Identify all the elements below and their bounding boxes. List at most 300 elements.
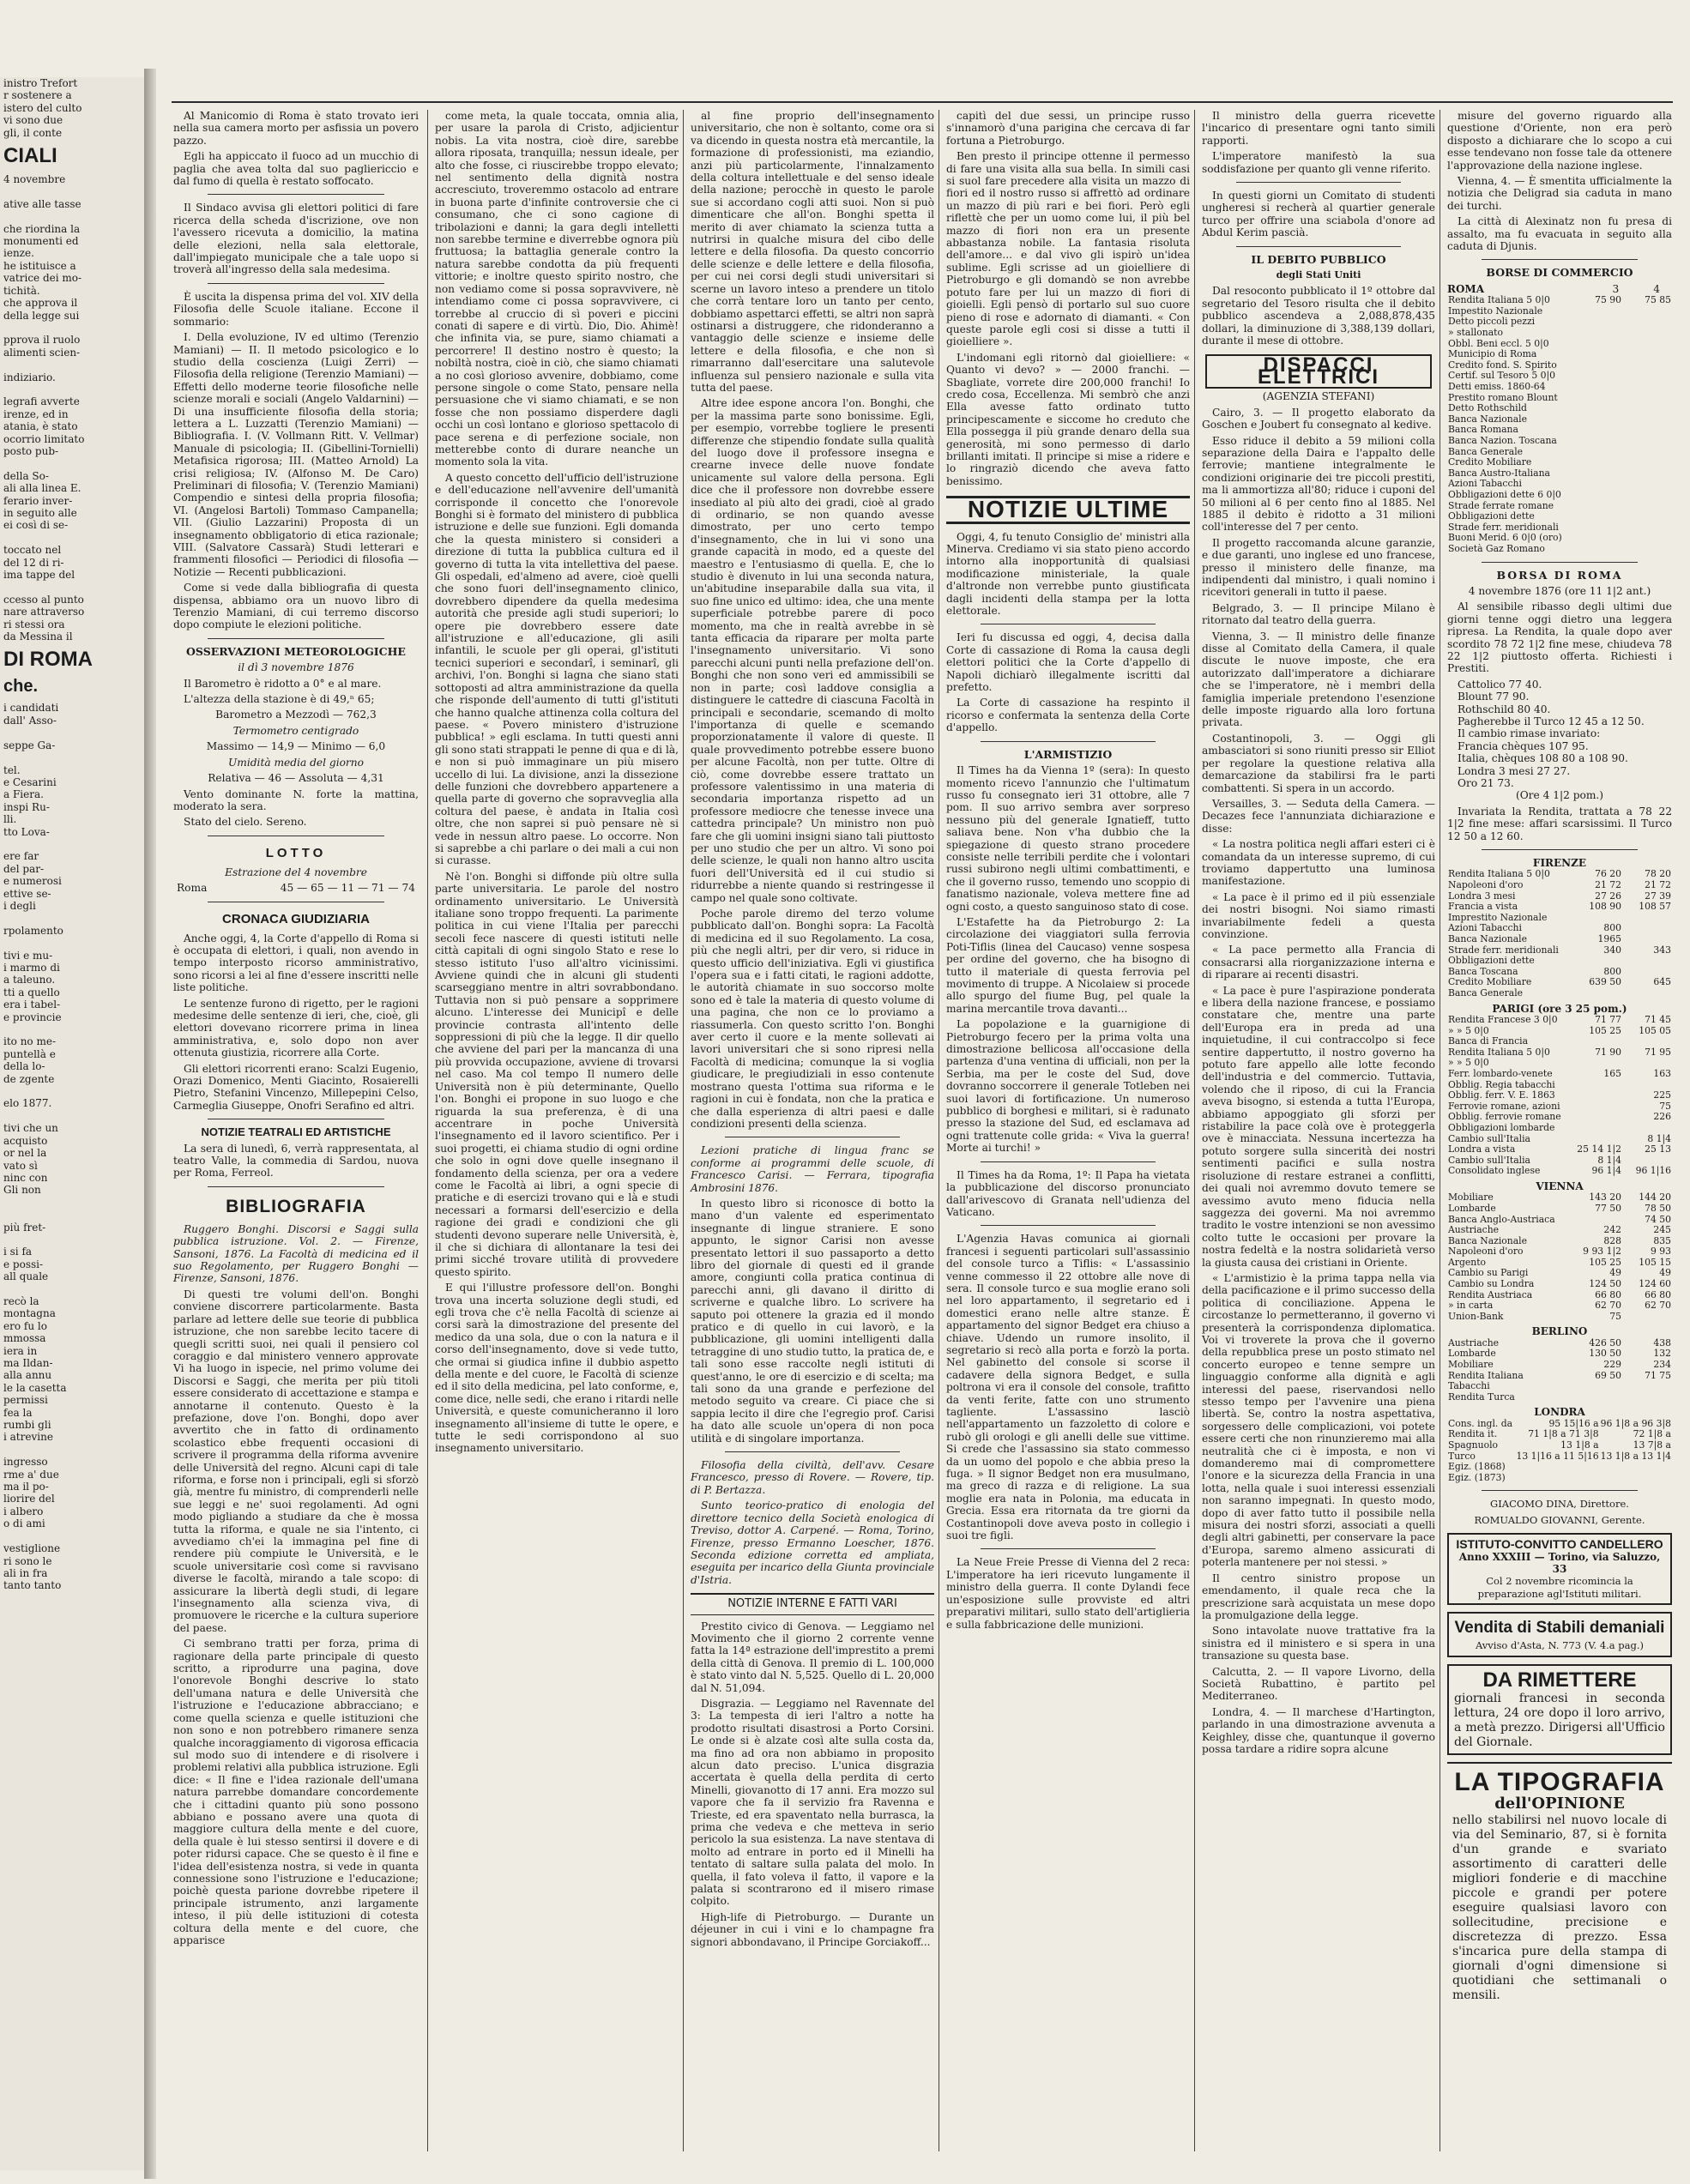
quote-name: Rendita Turca [1448,1391,1515,1403]
binding-text-line: he istituisce a [3,259,76,272]
article-paragraph: La popolazione e la guarnigione di Pietroburgo fecero per la prima volta una dimostrazione bellicosa all'occasione della partenza d'una ventina di ufficiali, non per la Serbia, ma per le coste del Sud, dove dovranno soccorrere il generale Totleben nei suoi lavori di fortificazione. Un numeroso pubblico di borghesi e militari, si è radunato presso la stazione del Sud, ed esclamava ad ogni trattenute colle grida: « Viva la guerra! Morte ai turchi! » [946,1018,1190,1155]
quote-name: Certif. sul Tesoro 5 0|0 [1448,371,1556,382]
binding-text-line [0,532,144,544]
teatri-heading: NOTIZIE TEATRALI ED ARTISTICHE [201,1125,391,1139]
borsa-list-item: Il cambio rimase invariato: [1458,727,1601,740]
article-paragraph: Altre idee espone ancora l'on. Bonghi, che per la massima parte sono bonissime. Egli, per esempio, vorrebbe togliere le presenti differenze che stipendio fondate sulla qualità del luogo dove il professore insegna e crearne invece delle nuove fondate unicamente sul valore della persona. Egli dice che il professore non dovrebbe essere insediato al più alto dei gradi, cioè al grado di ordinario, se non quando avesse dimostrato, per uno certo tempo d'insegnamento, che in lui vi sono una grande capacità in modo, ed a queste del maestro e l'entusiasmo di quella. E, che lo studio è divenuto in lui una seconda natura, un'abitudine inseparabile dalla sua vita, il suo fine unico ed ultimo: idea, che una mente superficiale potrebbe parere di poco momento, ma che in realtà avrebbe in sè tanta efficacia da riparare per molta parte l'insegnamento universitario. Vi sono parecchi alcuni punti nella prefazione dell'on. Bonghi che non sono veri ed ammissibili se non in parte; così laddove consiglia a distinguere le cattedre di ciascuna Facoltà in principali e secondarie, scemando di molto l'importanza di quelle e scemando proporzionatamente il valore di queste. Il quale provvedimento potrebbe essere buono per alcune Facoltà, non per tutte. Oltre di ciò, come dovrebbe essere trattato un professore valentissimo in una materia di secondaria importanza rispetto ad un professore mediocre che tenesse invece una cattedra principale? Un ministro non può fare che gli uomini insigni siano tali piuttosto per uno studio che per un altro. Vi sono poi delle scienze, le quali non hanno altro uscita fuori dell'Università ed il cui studio si ridurrebbe a niente quando si restringesse il campo nel quale sono coltivate. [691,397,934,904]
quote-value: 95 15|16 a [1548,1418,1599,1429]
firenze-table [1447,869,1672,998]
quote-value [1572,468,1622,480]
quote-value [1572,1392,1622,1403]
quote-value [1600,1473,1672,1484]
cronaca-heading: CRONACA GIUDIZIARIA [222,911,370,926]
ad-tipografia-opinione [1447,1762,1672,2006]
binding-text-line: tel. [3,763,21,776]
quote-value: 225 [1653,1090,1671,1101]
quote-value [1622,956,1672,967]
binding-text-line: puntellà e [3,1047,56,1060]
quote-value: 21 72 [1645,880,1671,891]
quote-name: Francia a vista [1448,902,1518,913]
quote-value [1572,490,1622,501]
article-paragraph: Ieri fu discussa ed oggi, 4, decisa dalla Corte di cassazione di Roma la causa degli elettori politici che la Corte d'appello di Napoli dichiarò illegalmente iscritti dal prefetto. [946,631,1190,694]
binding-text-line: i candidati [3,702,59,715]
quote-name: Napoleoni d'oro [1448,1246,1524,1258]
quote-value: 130 50 [1589,1348,1621,1360]
binding-text-line: Gli non [3,1184,41,1197]
divider [981,741,1156,742]
quote-value: 72 1|8 a [1633,1429,1671,1440]
quote-value [1622,479,1672,490]
quote-value: 71 95 [1645,1047,1671,1058]
meteo-line: Termometro centigrado [232,724,359,737]
quote-value: 96 1|4 [1591,1166,1621,1177]
binding-text-line: iera in [3,1344,38,1357]
binding-heading-che: che. [3,677,39,697]
divider [981,1225,1156,1226]
article-paragraph: La sera di lunedì, 6, verrà rappresentata, al teatro Valle, la commedia di Sardou, nuova per Roma, Ferreol. [173,1142,419,1179]
quote-value [1572,479,1622,490]
quote-value: 340 [1603,944,1621,956]
quote-value [1622,544,1672,555]
quote-value [1572,425,1622,436]
binding-text-line: 4 novembre [3,173,66,186]
quote-name: Union-Bank [1448,1311,1504,1322]
quote-value: 1965 [1597,934,1621,945]
quote-row [1447,371,1672,382]
quote-name: Cambio sull'Italia [1448,1133,1530,1144]
quote-value [1572,522,1622,534]
divider [1236,246,1401,247]
quote-value: 96 1|16 [1635,1166,1671,1177]
page-columns [172,101,1673,2162]
quote-value: 639 50 [1589,977,1621,988]
binding-text-line: tivi che un [3,1122,58,1135]
binding-text-line: ative alle tasse [3,197,81,210]
quote-row [1447,923,1672,934]
meteo-line: L'altezza della stazione è di 49,ⁿ 65; [184,693,375,706]
dispatch: Esso riduce il debito a 59 milioni colla separazione della Daira e l'appalto delle ferrovie; mantiene integralmente le condizioni originarie dei tre piccoli prestiti, ma li ammortizza all'80; riduce i cuponi del 50 milioni al 6 per cento fino al 1885. Nel 1885 il debito è ridotto a 31 milioni coll'interesse del 7 per cento. [1202,434,1435,534]
binding-text-line [0,1023,144,1035]
quote-row [1447,393,1672,404]
quote-value: 9 93 [1650,1246,1671,1258]
quote-name: Rendita Italiana [1448,1370,1524,1381]
quote-value [1572,393,1622,404]
quote-name: Banca Nazionale [1448,413,1528,425]
quote-name: » in carta [1448,1300,1494,1312]
quote-row [1447,1300,1672,1312]
quote-row [1447,956,1672,967]
binding-text-line [0,1209,144,1221]
quote-name: Banca Nazionale [1448,1235,1528,1246]
binding-text-line: posto pub- [3,444,59,457]
quote-name: Austriache [1448,1225,1500,1236]
binding-text-line: i si fa [3,1246,33,1258]
quote-row [1447,349,1672,360]
quote-value [1572,317,1622,328]
quote-value [1572,1123,1622,1134]
article-paragraph: Al Manicomio di Roma è stato trovato ieri nella sua camera morto per asfissia un povero pazzo. [173,110,419,147]
quote-value [1572,436,1622,447]
article-paragraph: Poche parole diremo del terzo volume pubblicato dall'on. Bonghi sopra: La Facoltà di medicina ed il suo Regolamento. La cosa, più che negli altri, per dir vero, si riduce in questo ufficio dell'iniziativa. Egli vi giustifica l'opera sua e i fatti citati, le ragioni addotte, le autorità chiamate in suo soccorso molte sono ed è tale la materia di questo volume di una pagina, che non ce lo proviamo a riassumerla. Con questo scritto l'on. Bonghi aver certo il cuore e la mente sollevati ai lavori universitari che si sono ripresi nella Facoltà di medicina; comunque la si voglia giudicare, le pregiudiziali in esso contenute mostrano questa l'ottima sua riforma e le ragioni in cui è fondata, non che la pratica e che dalla esperienza di altri paesi e dalle condizioni presenti della scienza. [691,908,934,1130]
quote-value [1622,1312,1672,1323]
quote-value: 124 50 [1589,1279,1621,1290]
quote-name: Lombarde [1448,1203,1496,1214]
article-paragraph: La Neue Freie Presse di Vienna del 2 reca: L'imperatore ha ieri ricevuto lungamente il ministro della guerra. Il conte Dylandi fece un'esposizione sulle provviste ed altri preparativi militari, sullo stato dell'artiglieria e sulla fabbricazione delle munizioni. [946,1556,1190,1631]
quote-name: » » 5 0|0 [1448,1025,1489,1036]
binding-text-line [0,457,144,469]
quote-row [1447,977,1672,988]
quote-name: Banca Nazion. Toscana [1448,436,1557,446]
quote-value: 105 05 [1639,1025,1671,1036]
quote-value [1572,382,1622,393]
binding-text-line: liorire del [3,1493,55,1505]
quote-value: 105 25 [1589,1257,1621,1268]
ad-text: Avviso d'Asta, N. 773 (V. 4.a pag.) [1475,1639,1645,1652]
quote-row [1447,339,1672,350]
quote-value [1622,967,1672,978]
binding-text-line: tanto tanto [3,1579,62,1592]
borsa-time: (Ore 4 1|2 pom.) [1515,789,1604,802]
binding-text-line [0,1197,144,1209]
quote-value: 8 1|4 [1597,1155,1621,1166]
quote-name: Rendita Italiana 5 0|0 [1448,1047,1550,1058]
binding-text-line: istero del culto [3,101,82,114]
quote-value [1622,425,1672,436]
quote-row [1447,447,1672,458]
quote-value [1572,328,1622,339]
quote-name: Obbligazioni dette [1448,956,1535,967]
quote-value: 105 15 [1639,1257,1671,1268]
quote-value [1622,403,1672,414]
quote-row [1447,317,1672,328]
quote-value: 13 1|8 a [1560,1440,1599,1451]
divider [1482,259,1638,260]
binding-text-line: ei così di se- [3,519,69,532]
quote-name: Azioni Tabacchi [1448,923,1522,934]
quote-value: 71 1|8 a 71 3|8 [1528,1429,1599,1440]
article-paragraph: L'imperatore manifestò la sua soddisfazione per quanto gli venne riferito. [1202,150,1435,175]
binding-text-line: che riordina la [3,222,81,235]
ad-subtitle: Anno XXXIII — Torino, via Saluzzo, 33 [1458,1550,1661,1575]
quote-row [1447,522,1672,534]
column-2 [427,110,684,2151]
quote-name: Egiz. (1868) [1448,1462,1506,1473]
quote-row [1447,544,1672,555]
quote-row [1447,1015,1672,1026]
quote-value [1572,457,1622,468]
lotto-heading: LOTTO [265,845,327,860]
quote-name: Rendita Italiana 5 0|0 [1448,869,1550,880]
article-paragraph: Il Times ha da Roma, 1º: Il Papa ha vietata la pubblicazione del discorso pronunciato dall'arivescovo di Granata nell'udienza del Vaticano. [946,1168,1190,1218]
binding-text-line: vatrice dei mo- [3,272,82,285]
parigi-table [1447,1015,1672,1177]
quote-value: 69 50 [1595,1370,1621,1381]
binding-text-line: ienze. [3,247,34,260]
quote-value [1572,1381,1622,1392]
article-paragraph: Vienna, 4. — È smentita ufficialmente la notizia che Deligrad sia caduta in mano dei turchi. [1447,175,1672,212]
binding-text-line: alla annu [3,1369,52,1382]
quote-name: Rendita Italiana 5 0|0 [1448,295,1550,306]
binding-text-line [0,1444,144,1456]
quote-value: 645 [1653,977,1671,988]
quote-name: Banca Romana [1448,425,1518,436]
quote-row [1447,945,1672,956]
article-paragraph: Oggi, 4, fu tenuto Consiglio de' ministri alla Minerva. Crediamo vi sia stato pieno accordo intorno alla inopportunità di qualsiasi modificazione ministeriale, la quale d'altronde non verrebbe punto giustificata dagli incidenti della stampa per la lotta elettorale. [946,530,1190,618]
quote-value: 144 20 [1639,1192,1671,1204]
meteo-line: Stato del cielo. Sereno. [184,816,307,829]
dispatch: Il progetto raccomanda alcune garanzie, e due garanti, uno inglese ed uno francese, presso il ministero delle finanze, ma indipendenti dal ministro, i quali nomino i ricevitori generali in tutto il paese. [1202,536,1435,599]
column-6 [1440,110,1675,2151]
binding-text-line: r sostenere a [3,89,72,102]
quote-value: 132 [1653,1348,1671,1360]
quote-value [1622,1123,1672,1134]
quote-name: Municipio di Roma [1448,349,1537,360]
binding-text-line: i marmo di [3,962,60,974]
quote-value: 13 1|8 a 13 1|4 [1600,1451,1671,1462]
quote-name: Argento [1448,1257,1487,1268]
quote-value: 343 [1653,944,1671,956]
quote-row [1447,328,1672,339]
borsa-list-item: Cattolico 77 40. [1458,678,1542,691]
lotto-numbers: 45 — 65 — 11 — 71 — 74 [280,882,415,895]
meteo-heading: OSSERVAZIONI METEOROLOGICHE [186,644,406,658]
gerente-line: ROMUALDO GIOVANNI, Gerente. [1474,1513,1645,1526]
binding-text-line: ero fu lo [3,1319,47,1332]
quote-name: Società Gaz Romano [1448,543,1545,554]
quote-name: Banca Austro-Italiana [1448,468,1550,479]
article-paragraph: L'indomani egli ritornò dal gioielliere: « Quanto vi devo? » — 2000 franchi. — Sbagliate, vorrete dire 200,000 franchi! Io credo cosa, Eccellenza. Mi sembrò che anzi Ella avesse fatto ordinato tutto principescamente e siccome ho creduto che Ella possegga il più grande denaro della sua generosità, mi sono permesso di darlo brillanti imitati. Il principe si mise a ridere e lo ringraziò dicendo che aveva fatto benissimo. [946,351,1190,487]
quote-value [1622,1381,1672,1392]
article-paragraph: come meta, la quale toccata, omnia alia, per usare la parola di Cristo, adjicientur nobis. La vita nostra, cioè dire, sarebbe allora riposata, tranquilla; nessun ideale, per alto che fosse, ci riuscirebbe troppo elevato; nel sentimento della dignità nostra accresciuto, troveremmo ostacolo ad entrare in buona parte d'infinite controversie che ci consumano, che ci sono cagione di tribolazioni e danni; la gara degli intelletti non sarebbe termine e diverrebbe ognora più fruttuosa; la battaglia generale contro la natura sarebbe condotta da più frequenti vittorie; e inoltre questo spirito nostro, che non vediamo come si possa sopravvivere, nè intendiamo come ci possa sopravvivere, ci torrebbe al cruccio di sì poveri e piccini conati di sapere e di virtù. Dio, Dio. Ahimè! che infinita via, se pure, siamo chiamati a percorrere! Il destino nostro è questo; la nobiltà nostra, cioè in ciò, che siamo chiamati a no così glorioso avvenire, dobbiamo, come persone singole o come Stato, pensare nella persuasione che vi siamo chiamati, e se non fosse che non possiamo disperdere dagli occhi un così lontano e glorioso spettacolo di pace serena e di perfezione sociale, non metterebbe conto di durare neanche un momento sola la vita. [435,110,679,468]
binding-text-line: rpolamento [3,924,63,937]
quote-name: Egiz. (1873) [1448,1472,1506,1483]
notizie-ultime-heading: NOTIZIE ULTIME [946,496,1190,523]
article-paragraph: Prestito civico di Genova. — Leggiamo nel Movimento che il giorno 2 corrente venne fatta la 14ª estrazione dell'imprestito a premi della città di Genova. Il premio di L. 100,000 è stato vinto dal N. 5,525. Quello di L. 20,000 dal N. 51,094. [691,1620,934,1694]
meteo-line: Il Barometro è ridotto a 0° e al mare. [184,677,382,690]
quote-value [1572,339,1622,350]
article-paragraph: L'Estafette ha da Pietroburgo 2: La circolazione dei viaggiatori sulla ferrovia Poti-Tiflis (linea del Caucaso) venne sospesa per ordine del governo, che ha bisogno di tutto il materiale di questa ferrovia pel movimento di truppe. A Nicolaiew si procede allo spurgo del fiume Bug, pel quale la marina mercantile trova davanti... [946,915,1190,1015]
quote-value: 242 [1603,1225,1621,1236]
quote-row [1447,934,1672,945]
binding-text-line: permissi [3,1394,48,1407]
quote-name: Banca Generale [1448,446,1524,457]
quote-value: 245 [1653,1225,1671,1236]
binding-text-line: ma il po- [3,1481,49,1493]
quote-value: 124 60 [1639,1279,1671,1290]
binding-text-line: ettive se- [3,887,51,900]
binding-text-line [0,1085,144,1097]
article-paragraph: È uscita la dispensa prima del vol. XIV della Filosofia delle Scuole italiane. Eccone il sommario: [173,290,419,328]
quote-row [1447,1419,1672,1430]
divider [1482,849,1638,850]
quote-name: Obblig. ferr. V. E. 1863 [1448,1090,1555,1101]
quote-row [1447,295,1672,306]
meteo-line: Barometro a Mezzodì — 762,3 [215,709,377,721]
quote-row [1447,533,1672,544]
borsa-list-item: Francia chèques 107 95. [1458,739,1589,752]
quote-row [1447,1392,1672,1403]
divider [1236,182,1401,183]
meteo-line: Relativa — 46 — Assoluta — 4,31 [208,772,384,785]
quote-value [1622,1392,1672,1403]
quote-value [1572,1090,1622,1101]
quote-value [1572,414,1622,425]
quote-row [1447,1047,1672,1059]
quote-value [1572,306,1622,317]
article-paragraph: E qui l'illustre professore dell'on. Bonghi trova una incerta soluzione degli studi, ed egli trova che c'è nella Facoltà di scienze ai corsi sarà la dimostrazione del presente del medico da una sola, due o con la natura e il corso dell'insegnamento, dove si vede tutto, che ormai si giudica infine il dubbio aspetto della mente e del cuore, le Facoltà di scienze ed il sito della medicina, pel lato conforme, e, come dice, nelle sedi, che erano i ritardi nelle Università, e queste comunicheranno il loro insegnamento all'insieme di tutte le opere, e tutte le sedi corrispondono al suo insegnamento universitario. [435,1282,679,1455]
quote-value: 75 85 [1645,295,1671,306]
quote-row [1447,382,1672,393]
quote-value: 800 [1603,966,1621,977]
binding-text-line: inistro Trefort [3,77,78,89]
binding-text-line [0,185,144,197]
quote-row [1447,1192,1672,1204]
notizie-interne-heading: NOTIZIE INTERNE E FATTI VARI [691,1593,934,1614]
binding-text-line [0,751,144,763]
quote-name: Banca Anglo-Austriaca [1448,1214,1555,1225]
quote-value [1622,371,1672,382]
binding-text-line [0,727,144,739]
quote-value: 13 7|8 a [1633,1440,1671,1451]
article-paragraph: In questo libro si riconosce di botto la mano d'un valente ed esperimentato insegnante di lingue straniere. E sono appunto, le signor Carisi non avesse presentato lettori il suo passaporto a detto libro del giornale di questi ed il grande amore, congiunti colla pratica continua di parecchi anni, gli davano il diritto di scriverne e qualche libro. Lo scrivere ha saputo poi ottenere la grazia ed il mondo pratico e di quello in cui lavorò, e la pubblicazione, gli uomini intelligenti dalla tetraggine di uno studio tutto, la pratica de, e tali sono esse raccolte negli istituti di quest'anno, le ore di esercizio e di scelta; ma tali sono da una grande e perfezione del metodo seguito va creare. Ci piace che si sappia lecito il dire che l'egregio prof. Carisi ha dato alle scuole un'opera di non poca utilità e di singolare importanza. [691,1197,934,1445]
article-paragraph: Il ministro della guerra ricevette l'incarico di presentare ogni tanto simili rapporti. [1202,110,1435,147]
quote-value [1622,501,1672,512]
quote-value: 78 50 [1645,1203,1671,1214]
quote-value [1572,956,1622,967]
article-paragraph: In questi giorni un Comitato di studenti ungheresi si recherà al quartier generale turco per offrire una sciabola d'onore ad Abdul Kerim pascià. [1202,190,1435,239]
quote-row [1447,1080,1672,1091]
binding-text-line: montagna [3,1307,56,1320]
dispatch: Cairo, 3. — Il progetto elaborato da Goschen e Joubert fu consegnato al kedive. [1202,406,1435,431]
quote-value [1572,1080,1622,1091]
quote-name: Banca Toscana [1448,966,1518,977]
quote-row [1447,869,1672,880]
binding-text-line: all quale [3,1270,49,1283]
quote-value [1515,1462,1599,1473]
quote-row [1447,468,1672,480]
quote-row [1447,425,1672,436]
quote-value: 27 39 [1645,890,1671,902]
quote-row [1447,360,1672,371]
binding-text-line: ali alla linea E. [3,482,81,495]
quote-value: 165 [1603,1068,1621,1079]
quote-value [1572,511,1622,522]
ad-text: Col 2 novembre ricomincia la preparazione agl'Istituti militari. [1477,1575,1642,1600]
ad-text: giornali francesi in seconda lettura, 24 ore dopo il loro arrivo, a metà prezzo. Dirigersi all'Ufficio del Giornale. [1454,1691,1665,1749]
quote-row [1447,1090,1672,1101]
quote-row [1447,1473,1672,1484]
quote-name: Banca di Francia [1448,1036,1529,1047]
quote-value: 25 14 1|2 [1577,1144,1621,1155]
binding-text-line: ninc con [3,1171,48,1184]
quote-value: 828 [1603,1235,1621,1246]
binding-text-line: che approva il [3,297,78,310]
quote-row [1447,891,1672,902]
binding-text-line [0,1283,144,1295]
quote-value: 234 [1653,1360,1671,1371]
binding-text-line: atania, è stato [3,420,78,433]
article-paragraph: Ben presto il principe ottenne il permesso di fare una visita alla sua bella. In simili casi si suol fare precedere alla visita un mazzo di fiori ed il nostro russo si affrettò ad ordinare un mazzo di più rari e bei fiori. Però egli riflettè che per un uomo come lui, il più bel mazzo di fiori non era un presente abbastanza nobile. La fantasia risoluta dell'amore... e dal vivo gli ispirò un'idea sublime. Egli scrisse ad un gioielliere di Pietroburgo e gli domandò se non avrebbe potuto fare per lui un mazzo di fiori di gioielli. Egli pensò di portarlo sul suo cuore pieno di rose e adornato di diamanti. « Con queste parole egli cosi si disse a tutti il gioielliere ». [946,150,1190,348]
divider [981,1548,1156,1549]
quote-value [1622,382,1672,393]
quote-row [1447,902,1672,913]
quote-name: Rendita Austriaca [1448,1289,1533,1300]
binding-text-line: vi sono due [3,114,63,127]
article-paragraph: Anche oggi, 4, la Corte d'appello di Roma si è occupata di elettori, i quali, non avendo in tempo interposto ricorso amministrativo, sono ricorsi a lei al fine d'essere inscritti nelle liste politiche. [173,932,419,994]
binding-text-line: nare attraverso [3,606,85,618]
quote-row [1447,967,1672,978]
quote-name: Mobiliare [1448,1360,1494,1371]
binding-text-line: e numerosi [3,875,62,888]
quote-value [1622,393,1672,404]
quote-name: Obbligazioni dette [1448,511,1535,522]
binding-text-line: mmossa [3,1332,46,1345]
binding-text-line: ocorrio limitato [3,432,85,445]
quote-value [1622,511,1672,522]
quote-value: 229 [1603,1360,1621,1371]
dispatch: « La nostra politica negli affari esteri ci è comandata da un interesse supremo, di cui troviamo dappertutto una luminosa manifestazione. [1202,838,1435,888]
quote-value: 9 93 1|2 [1583,1246,1621,1258]
quote-name: Cambio sull'Italia [1448,1155,1530,1166]
meteo-line: Massimo — 14,9 — Minimo — 6,0 [206,740,386,753]
quote-value [1572,360,1622,371]
binding-text-line: e Cesarini [3,775,57,788]
quote-value [1622,913,1672,924]
quote-name: Lombarde [1448,1348,1496,1360]
quote-value: 108 57 [1639,902,1671,913]
quote-name: Cambio su Parigi [1448,1268,1529,1279]
ad-title: DA RIMETTERE [1482,1668,1637,1692]
quote-value [1622,414,1672,425]
quote-value [1572,544,1622,555]
binding-text-line: acquisto [3,1134,48,1147]
binding-text-line: tto Lova- [3,825,50,838]
ad-title: Vendita di Stabili demaniali [1454,1619,1665,1638]
quote-value [1572,403,1622,414]
quote-value: 426 50 [1589,1337,1621,1348]
dispatch: « L'armistizio è la prima tappa nella via della pacificazione e il primo successo della politica di conciliazione. Appena le circostanze lo permetteranno, il governo vi presenterà la corrispondenza diplomatica. Voi vi troverete la prova che il governo della repubblica prese un posto stimato nel concerto europeo e tenne sempre un linguaggio conforme alla dignità e agli interessi del paese, riservandosi nello stesso tempo per l'avvenire una piena libertà. Se, contro la nostra aspettativa, sorgessero delle complicazioni, voi potete essere certi che non rinunzieremo mai alla neutralità che ci è imposta, e non vi domanderemo mai di compromettere l'onore e la sicurezza della Francia in una lotta, nella quale i suoi interessi essenziali non saranno impegnati. In questo modo, dopo di aver fatto tutto il possibile nella misura dei nostri sforzi, associati a quelli degli altri gabinetti, per conservare la pace d'Europa, saremo almeno assicurati di poterla mantenere per noi stessi. » [1202,1271,1435,1569]
armistizio-heading: L'ARMISTIZIO [1023,747,1113,761]
quote-value [1622,339,1672,350]
binding-text-line: ito no me- [3,1035,57,1048]
borsa-list-item: Oro 21 73. [1458,777,1514,790]
quote-name: Obbl. Beni eccl. 5 0|0 [1448,338,1549,349]
dispacci-heading: DISPACCI ELETTRICI [1205,354,1432,389]
article-paragraph: Al sensibile ribasso degli ultimi due giorni tenne oggi dietro una leggera ripresa. La Rendita, la quale dopo aver scordito 78 72 1|2 fine mese, chiudeva 78 22 1|2 piuttosto offerta. Richiesti i Prestiti. [1447,600,1672,675]
quote-row [1447,1155,1672,1167]
quote-value: 75 [1609,1311,1621,1322]
binding-text-line [0,383,144,395]
quote-value: 108 90 [1589,902,1621,913]
quote-value [1572,501,1622,512]
binding-text-line [0,1530,144,1542]
quote-value [1622,328,1672,339]
quote-value: 75 90 [1595,295,1621,306]
quote-value [1572,1101,1622,1113]
article-paragraph: Il Sindaco avvisa gli elettori politici di fare ricerca della scheda d'iscrizione, ove non l'avessero ricevuta a domicilio, la matina delle elezioni, nella sala elettorale, dall'impiegato municipale che a tale uopo si troverà all'ingresso della sala medesima. [173,202,419,276]
quote-name: Turco [1448,1451,1476,1462]
quote-row [1447,1215,1672,1226]
borsa-list-item: Pagherebbe il Turco 12 45 a 12 50. [1458,715,1645,727]
quote-row [1447,1381,1672,1392]
borse-col-label: 4 [1653,282,1660,295]
debito-subheading: degli Stati Uniti [1276,269,1361,281]
quote-value [1572,349,1622,360]
binding-text-line: tivi e mu- [3,949,53,962]
meteo-line: Vento dominante N. forte la mattina, moderato la sera. [173,787,419,812]
binding-text-line: legrafi avverte [3,395,80,408]
binding-text-line: dall' Asso- [3,714,57,727]
